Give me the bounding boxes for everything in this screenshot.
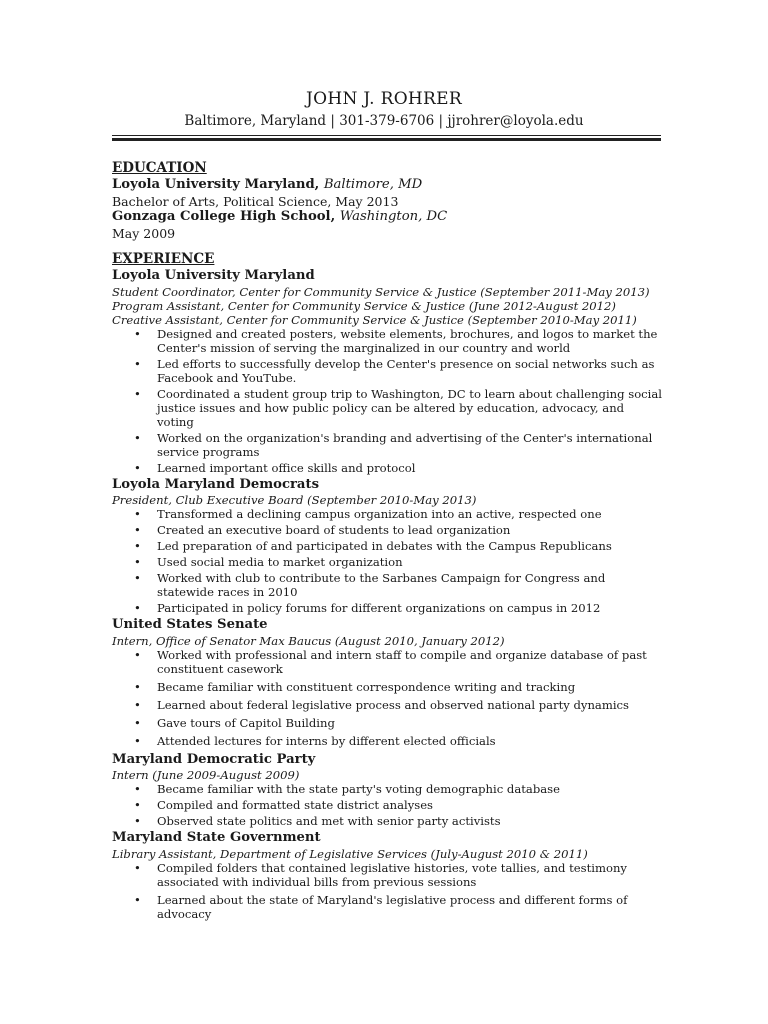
bullet-item: • Learned about the state of Maryland's legislative process and different forms of advocacy	[112, 893, 662, 921]
bullet-item: • Worked on the organization's branding and advertising of the Center's international service programs	[112, 431, 662, 459]
role-title: Program Assistant, Center for Community Service & Justice (June 2012-August 2012)	[112, 298, 616, 313]
resume-header	[0, 88, 768, 131]
divider-thick-line	[112, 138, 661, 141]
bullet-item: • Became familiar with the state party's voting demographic database	[112, 782, 662, 796]
bullet-item: • Observed state politics and met with senior party activists	[112, 814, 662, 828]
experience-entry	[112, 752, 662, 829]
organization-name: Loyola University Maryland	[112, 268, 315, 284]
bullet-item: • Worked with professional and intern staff to compile and organize database of past constituent casework	[112, 648, 662, 676]
role-title: Student Coordinator, Center for Community Service & Justice (September 2011-May 2013)	[112, 284, 650, 299]
bullet-item: • Transformed a declining campus organization into an active, respected one	[112, 507, 662, 521]
experience-entry	[112, 268, 662, 475]
education-school-1	[112, 177, 662, 194]
bullet-item: • Became familiar with constituent correspondence writing and tracking	[112, 680, 662, 694]
role-title: Creative Assistant, Center for Community Service & Justice (September 2010-May 2011)	[112, 312, 637, 327]
contact-line: Baltimore, Maryland | 301-379-6706 | jjrohrer@loyola.edu	[184, 113, 584, 129]
bullet-list	[112, 861, 662, 921]
role-title: Library Assistant, Department of Legislative Services (July-August 2010 & 2011)	[112, 846, 588, 861]
organization-name: Loyola Maryland Democrats	[112, 476, 319, 492]
bullet-item: • Led efforts to successfully develop the Center's presence on social networks such as Facebook and YouTube.	[112, 357, 662, 385]
school-name: Loyola University Maryland	[112, 177, 315, 192]
bullet-item: • Compiled folders that contained legislative histories, vote tallies, and testimony associated with individual bills from previous sessions	[112, 861, 662, 889]
school-separator: ,	[330, 209, 340, 225]
experience-entry	[112, 477, 662, 616]
school-separator: ,	[314, 177, 324, 192]
experience-entry	[112, 830, 662, 921]
bullet-item: • Created an executive board of students to lead organization	[112, 523, 662, 537]
bullet-item: • Gave tours of Capitol Building	[112, 716, 662, 730]
role-title: Intern, Office of Senator Max Baucus (August 2010, January 2012)	[112, 633, 505, 648]
resume-body	[112, 160, 662, 925]
bullet-item: • Designed and created posters, website elements, brochures, and logos to market the Center's mission of serving the marginalized in our country and world	[112, 327, 662, 355]
bullet-item: • Attended lectures for interns by different elected officials	[112, 734, 662, 748]
graduation-date: May 2009	[112, 225, 176, 241]
bullet-item: • Led preparation of and participated in debates with the Campus Republicans	[112, 539, 662, 553]
bullet-list	[112, 507, 662, 615]
bullet-item: • Coordinated a student group trip to Washington, DC to learn about challenging social justice issues and how public policy can be altered by education, advocacy, and voting	[112, 387, 662, 429]
school-location: Washington, DC	[339, 209, 448, 225]
bullet-item: • Learned about federal legislative process and observed national party dynamics	[112, 698, 662, 712]
divider-thin-line	[112, 135, 661, 136]
bullet-item: • Used social media to market organization	[112, 555, 662, 569]
candidate-name: JOHN J. ROHRER	[306, 89, 462, 109]
role-title: Intern (June 2009-August 2009)	[112, 768, 300, 783]
bullet-item: • Worked with club to contribute to the Sarbanes Campaign for Congress and statewide races in 2010	[112, 571, 662, 599]
organization-name: United States Senate	[112, 617, 268, 633]
education-school-2	[112, 209, 662, 226]
bullet-item: • Learned important office skills and protocol	[112, 461, 662, 475]
experience-entry	[112, 617, 662, 748]
bullet-item: • Compiled and formatted state district analyses	[112, 798, 662, 812]
experience-heading: EXPERIENCE	[112, 251, 215, 268]
organization-name: Maryland State Government	[112, 830, 321, 846]
role-title: President, Club Executive Board (September 2010-May 2013)	[112, 493, 477, 508]
education-heading: EDUCATION	[112, 160, 207, 176]
bullet-item: • Participated in policy forums for different organizations on campus in 2012	[112, 601, 662, 615]
degree-line: Bachelor of Arts, Political Science, May 2013	[112, 193, 399, 209]
school-name: Gonzaga College High School	[112, 209, 331, 225]
organization-name: Maryland Democratic Party	[112, 751, 316, 767]
school-location: Baltimore, MD	[323, 177, 423, 192]
bullet-list	[112, 782, 662, 828]
bullet-list	[112, 327, 662, 475]
header-divider	[112, 135, 661, 141]
bullet-list	[112, 648, 662, 748]
